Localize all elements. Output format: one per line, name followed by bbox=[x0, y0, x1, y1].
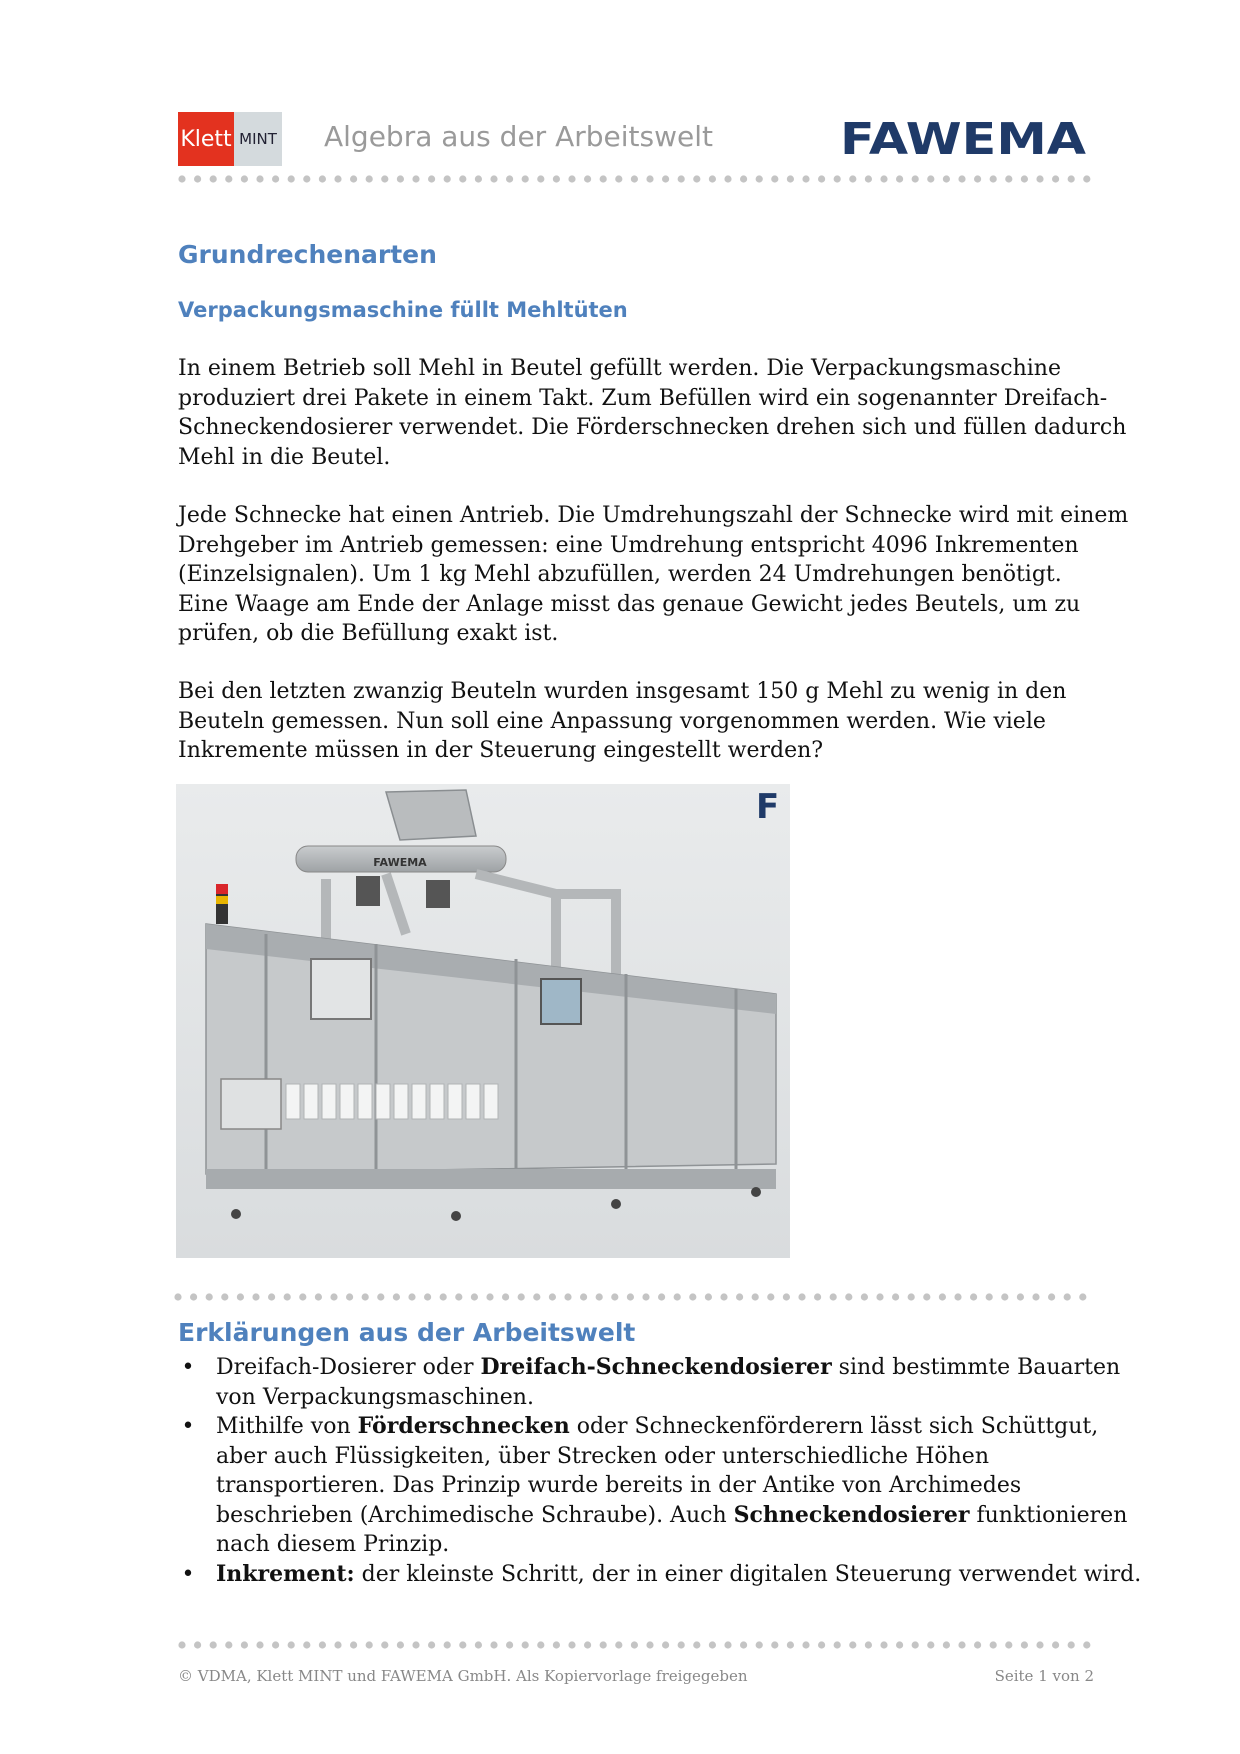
divider-dot bbox=[787, 175, 794, 182]
divider-dot bbox=[210, 175, 217, 182]
explanations-title: Erklärungen aus der Arbeitswelt bbox=[178, 1318, 636, 1347]
fawema-logo bbox=[838, 114, 1088, 160]
paragraph-question bbox=[178, 677, 1098, 766]
divider-dot bbox=[346, 1293, 353, 1300]
klett-logo-text: Klett bbox=[178, 112, 234, 166]
text-line: von Verpackungsmaschinen. bbox=[216, 1384, 534, 1410]
divider-dot bbox=[880, 175, 887, 182]
divider-dot bbox=[490, 175, 497, 182]
packaging-machine-photo bbox=[176, 784, 790, 1258]
divider-dot bbox=[709, 1641, 716, 1648]
text-fragment: Dreifach-Dosierer oder bbox=[216, 1355, 481, 1380]
divider-dot bbox=[397, 1641, 404, 1648]
divider-dot bbox=[740, 175, 747, 182]
divider-dot bbox=[412, 175, 419, 182]
divider-dots-middle bbox=[174, 1292, 1090, 1302]
text-fragment: funktionieren bbox=[969, 1502, 1128, 1528]
divider-dot bbox=[268, 1293, 275, 1300]
header-title: Algebra aus der Arbeitswelt bbox=[324, 120, 713, 153]
divider-dot bbox=[611, 1293, 618, 1300]
divider-dot bbox=[381, 1641, 388, 1648]
divider-dot bbox=[771, 1641, 778, 1648]
divider-dot bbox=[662, 1641, 669, 1648]
divider-dot bbox=[990, 1641, 997, 1648]
divider-dot bbox=[303, 1641, 310, 1648]
divider-dot bbox=[225, 175, 232, 182]
divider-dot bbox=[705, 1293, 712, 1300]
text-fragment: der kleinste Schritt, der in einer digitalen Steuerung verwendet wird. bbox=[354, 1561, 1142, 1587]
divider-dot bbox=[237, 1293, 244, 1300]
divider-dot bbox=[1021, 1641, 1028, 1648]
divider-dot bbox=[174, 1293, 181, 1300]
divider-dot bbox=[912, 175, 919, 182]
divider-dot bbox=[709, 175, 716, 182]
bullet-marker: • bbox=[181, 1355, 195, 1380]
divider-dot bbox=[241, 1641, 248, 1648]
divider-dot bbox=[845, 1293, 852, 1300]
dot-row bbox=[174, 1292, 1090, 1302]
divider-dot bbox=[256, 175, 263, 182]
divider-dot bbox=[986, 1293, 993, 1300]
divider-dot bbox=[537, 175, 544, 182]
text-line bbox=[216, 1353, 1121, 1383]
bullet-marker: • bbox=[181, 1414, 195, 1439]
divider-dot bbox=[865, 175, 872, 182]
divider-dot bbox=[475, 1641, 482, 1648]
divider-dot bbox=[194, 175, 201, 182]
divider-dots-top bbox=[178, 174, 1094, 184]
divider-dot bbox=[631, 1641, 638, 1648]
divider-dot bbox=[428, 1641, 435, 1648]
divider-dot bbox=[284, 1293, 291, 1300]
divider-dot bbox=[518, 1293, 525, 1300]
divider-dot bbox=[600, 175, 607, 182]
divider-dot bbox=[580, 1293, 587, 1300]
divider-dot bbox=[444, 175, 451, 182]
divider-dot bbox=[584, 1641, 591, 1648]
divider-dot bbox=[802, 1641, 809, 1648]
divider-dot bbox=[631, 175, 638, 182]
divider-dot bbox=[943, 1641, 950, 1648]
divider-dot bbox=[440, 1293, 447, 1300]
text-line: (Einzelsignalen). Um 1 kg Mehl abzufüllen, werden 24 Umdrehungen benötigt. bbox=[178, 562, 1062, 587]
divider-dot bbox=[834, 1641, 841, 1648]
divider-dot bbox=[455, 1293, 462, 1300]
divider-dot bbox=[865, 1641, 872, 1648]
text-fragment: Mithilfe von bbox=[216, 1414, 358, 1439]
explanations-list bbox=[178, 1353, 1142, 1589]
term-bold: Förderschnecken bbox=[357, 1413, 570, 1439]
text-fragment: oder Schneckenförderern lässt sich Schüttgut, bbox=[569, 1414, 1099, 1439]
divider-dot bbox=[350, 1641, 357, 1648]
divider-dot bbox=[927, 175, 934, 182]
divider-dot bbox=[459, 175, 466, 182]
paragraph-drive bbox=[178, 501, 1129, 649]
divider-dot bbox=[397, 175, 404, 182]
text-line: nach diesem Prinzip. bbox=[216, 1532, 450, 1557]
divider-dot bbox=[272, 1641, 279, 1648]
divider-dot bbox=[1021, 175, 1028, 182]
klett-mint-logo bbox=[178, 112, 282, 166]
divider-dot bbox=[412, 1641, 419, 1648]
text-line: Beuteln gemessen. Nun soll eine Anpassung vorgenommen werden. Wie viele bbox=[178, 708, 1046, 734]
divider-dot bbox=[424, 1293, 431, 1300]
divider-dot bbox=[678, 175, 685, 182]
footer-page-number: Seite 1 von 2 bbox=[994, 1667, 1094, 1685]
divider-dot bbox=[1064, 1293, 1071, 1300]
divider-dot bbox=[939, 1293, 946, 1300]
divider-dot bbox=[1068, 1641, 1075, 1648]
divider-dot bbox=[1052, 1641, 1059, 1648]
divider-dot bbox=[564, 1293, 571, 1300]
divider-dot bbox=[256, 1641, 263, 1648]
divider-dot bbox=[381, 175, 388, 182]
divider-dot bbox=[241, 175, 248, 182]
divider-dot bbox=[549, 1293, 556, 1300]
divider-dot bbox=[783, 1293, 790, 1300]
divider-dot bbox=[596, 1293, 603, 1300]
divider-dot bbox=[1036, 1641, 1043, 1648]
divider-dot bbox=[615, 1641, 622, 1648]
divider-dot bbox=[958, 175, 965, 182]
divider-dot bbox=[330, 1293, 337, 1300]
divider-dot bbox=[802, 175, 809, 182]
bullet-marker: • bbox=[181, 1561, 195, 1587]
divider-dot bbox=[693, 175, 700, 182]
text-line: Jede Schnecke hat einen Antrieb. Die Umdrehungszahl der Schnecke wird mit einem bbox=[178, 503, 1129, 528]
divider-dot bbox=[471, 1293, 478, 1300]
divider-dot bbox=[1005, 175, 1012, 182]
divider-dot bbox=[798, 1293, 805, 1300]
divider-dot bbox=[1032, 1293, 1039, 1300]
photo-corner-logo: F bbox=[756, 787, 780, 827]
divider-dot bbox=[876, 1293, 883, 1300]
divider-dot bbox=[502, 1293, 509, 1300]
divider-dot bbox=[1079, 1293, 1086, 1300]
divider-dot bbox=[974, 175, 981, 182]
divider-dots-bottom bbox=[178, 1640, 1094, 1650]
paragraph-intro bbox=[178, 354, 1127, 472]
divider-dot bbox=[506, 1641, 513, 1648]
list-item bbox=[178, 1412, 1128, 1560]
text-line: Bei den letzten zwanzig Beuteln wurden insgesamt 150 g Mehl zu wenig in den bbox=[178, 679, 1067, 704]
divider-dot bbox=[1048, 1293, 1055, 1300]
footer-copyright: © VDMA, Klett MINT und FAWEMA GmbH. Als Kopiervorlage freigegeben bbox=[178, 1667, 748, 1685]
text-line: transportieren. Das Prinzip wurde bereits in der Antike von Archimedes bbox=[216, 1473, 1022, 1498]
divider-dot bbox=[849, 175, 856, 182]
divider-dot bbox=[736, 1293, 743, 1300]
divider-dot bbox=[627, 1293, 634, 1300]
divider-dot bbox=[334, 175, 341, 182]
divider-dot bbox=[537, 1641, 544, 1648]
divider-dot bbox=[662, 175, 669, 182]
divider-dot bbox=[210, 1641, 217, 1648]
divider-dot bbox=[600, 1641, 607, 1648]
list-item bbox=[178, 1353, 1121, 1412]
divider-dot bbox=[818, 1641, 825, 1648]
divider-dot bbox=[740, 1641, 747, 1648]
divider-dot bbox=[377, 1293, 384, 1300]
divider-dot bbox=[1036, 175, 1043, 182]
divider-dot bbox=[830, 1293, 837, 1300]
divider-dot bbox=[849, 1641, 856, 1648]
divider-dot bbox=[974, 1641, 981, 1648]
divider-dot bbox=[892, 1293, 899, 1300]
divider-dot bbox=[1017, 1293, 1024, 1300]
divider-dot bbox=[350, 175, 357, 182]
divider-dot bbox=[221, 1293, 228, 1300]
divider-dot bbox=[927, 1641, 934, 1648]
divider-dot bbox=[756, 175, 763, 182]
text-line: Mehl in die Beutel. bbox=[178, 444, 391, 470]
text-line bbox=[216, 1412, 1098, 1442]
divider-dot bbox=[642, 1293, 649, 1300]
divider-dot bbox=[958, 1641, 965, 1648]
list-item bbox=[178, 1560, 1142, 1590]
machine-label: FAWEMA bbox=[373, 856, 427, 869]
divider-dot bbox=[1052, 175, 1059, 182]
term-bold: Inkrement: bbox=[216, 1560, 355, 1587]
divider-dot bbox=[674, 1293, 681, 1300]
dot-row bbox=[178, 1640, 1094, 1650]
divider-dot bbox=[475, 175, 482, 182]
divider-dot bbox=[522, 1641, 529, 1648]
divider-dot bbox=[752, 1293, 759, 1300]
divider-dot bbox=[299, 1293, 306, 1300]
divider-dot bbox=[252, 1293, 259, 1300]
divider-dot bbox=[190, 1293, 197, 1300]
fawema-logo-text: FAWEMA bbox=[840, 114, 1086, 160]
text-line: Schneckendosierer verwendet. Die Förderschnecken drehen sich und füllen dadurch bbox=[178, 415, 1127, 440]
divider-dot bbox=[393, 1293, 400, 1300]
divider-dot bbox=[818, 175, 825, 182]
divider-dot bbox=[178, 175, 185, 182]
divider-dot bbox=[568, 175, 575, 182]
divider-dot bbox=[970, 1293, 977, 1300]
divider-dot bbox=[912, 1641, 919, 1648]
divider-dot bbox=[720, 1293, 727, 1300]
divider-dot bbox=[693, 1641, 700, 1648]
divider-dot bbox=[444, 1641, 451, 1648]
text-line: prüfen, ob die Befüllung exakt ist. bbox=[178, 621, 559, 646]
divider-dot bbox=[954, 1293, 961, 1300]
divider-dot bbox=[814, 1293, 821, 1300]
text-fragment: sind bestimmte Bauarten bbox=[831, 1355, 1121, 1380]
dot-row bbox=[178, 174, 1094, 184]
divider-dot bbox=[362, 1293, 369, 1300]
divider-dot bbox=[1068, 175, 1075, 182]
divider-dot bbox=[553, 175, 560, 182]
divider-dot bbox=[615, 175, 622, 182]
divider-dot bbox=[908, 1293, 915, 1300]
divider-dot bbox=[486, 1293, 493, 1300]
divider-dot bbox=[553, 1641, 560, 1648]
divider-dot bbox=[178, 1641, 185, 1648]
mint-logo-text: MINT bbox=[234, 112, 282, 166]
divider-dot bbox=[366, 1641, 373, 1648]
section-title: Grundrechenarten bbox=[178, 240, 437, 269]
text-line: Drehgeber im Antrieb gemessen: eine Umdrehung entspricht 4096 Inkrementen bbox=[178, 532, 1079, 558]
divider-dot bbox=[767, 1293, 774, 1300]
divider-dot bbox=[334, 1641, 341, 1648]
divider-dot bbox=[1005, 1641, 1012, 1648]
divider-dot bbox=[206, 1293, 213, 1300]
divider-dot bbox=[522, 175, 529, 182]
divider-dot bbox=[272, 175, 279, 182]
divider-dot bbox=[490, 1641, 497, 1648]
divider-dot bbox=[646, 175, 653, 182]
divider-dot bbox=[1083, 1641, 1090, 1648]
divider-dot bbox=[724, 1641, 731, 1648]
term-bold: Dreifach-Schneckendosierer bbox=[480, 1354, 832, 1380]
page-header bbox=[178, 112, 1088, 168]
divider-dot bbox=[646, 1641, 653, 1648]
divider-dot bbox=[787, 1641, 794, 1648]
text-line: Inkremente müssen in der Steuerung eingestellt werden? bbox=[178, 738, 824, 763]
divider-dot bbox=[834, 175, 841, 182]
divider-dot bbox=[896, 175, 903, 182]
divider-dot bbox=[923, 1293, 930, 1300]
divider-dot bbox=[408, 1293, 415, 1300]
divider-dot bbox=[896, 1641, 903, 1648]
divider-dot bbox=[194, 1641, 201, 1648]
text-line: aber auch Flüssigkeiten, über Strecken oder unterschiedliche Höhen bbox=[216, 1443, 989, 1469]
divider-dot bbox=[658, 1293, 665, 1300]
divider-dot bbox=[771, 175, 778, 182]
divider-dot bbox=[506, 175, 513, 182]
text-line: In einem Betrieb soll Mehl in Beutel gefüllt werden. Die Verpackungsmaschine bbox=[178, 356, 1061, 381]
divider-dot bbox=[288, 175, 295, 182]
divider-dot bbox=[724, 175, 731, 182]
divider-dot bbox=[1083, 175, 1090, 182]
text-line: Eine Waage am Ende der Anlage misst das genaue Gewicht jedes Beutels, um zu bbox=[178, 591, 1081, 617]
divider-dot bbox=[533, 1293, 540, 1300]
exercise-subtitle: Verpackungsmaschine füllt Mehltüten bbox=[178, 298, 628, 322]
text-fragment: beschrieben (Archimedische Schraube). Auch bbox=[216, 1502, 734, 1528]
term-bold: Schneckendosierer bbox=[733, 1501, 970, 1528]
divider-dot bbox=[689, 1293, 696, 1300]
divider-dot bbox=[315, 1293, 322, 1300]
text-line bbox=[216, 1501, 1128, 1531]
divider-dot bbox=[568, 1641, 575, 1648]
divider-dot bbox=[225, 1641, 232, 1648]
divider-dot bbox=[1001, 1293, 1008, 1300]
divider-dot bbox=[319, 175, 326, 182]
divider-dot bbox=[303, 175, 310, 182]
divider-dot bbox=[584, 175, 591, 182]
divider-dot bbox=[319, 1641, 326, 1648]
divider-dot bbox=[880, 1641, 887, 1648]
divider-dot bbox=[366, 175, 373, 182]
divider-dot bbox=[428, 175, 435, 182]
divider-dot bbox=[990, 175, 997, 182]
text-line bbox=[216, 1560, 1142, 1590]
divider-dot bbox=[288, 1641, 295, 1648]
divider-dot bbox=[943, 175, 950, 182]
divider-dot bbox=[756, 1641, 763, 1648]
divider-dot bbox=[678, 1641, 685, 1648]
text-line: produziert drei Pakete in einem Takt. Zum Befüllen wird ein sogenannter Dreifach- bbox=[178, 385, 1108, 411]
divider-dot bbox=[459, 1641, 466, 1648]
divider-dot bbox=[861, 1293, 868, 1300]
